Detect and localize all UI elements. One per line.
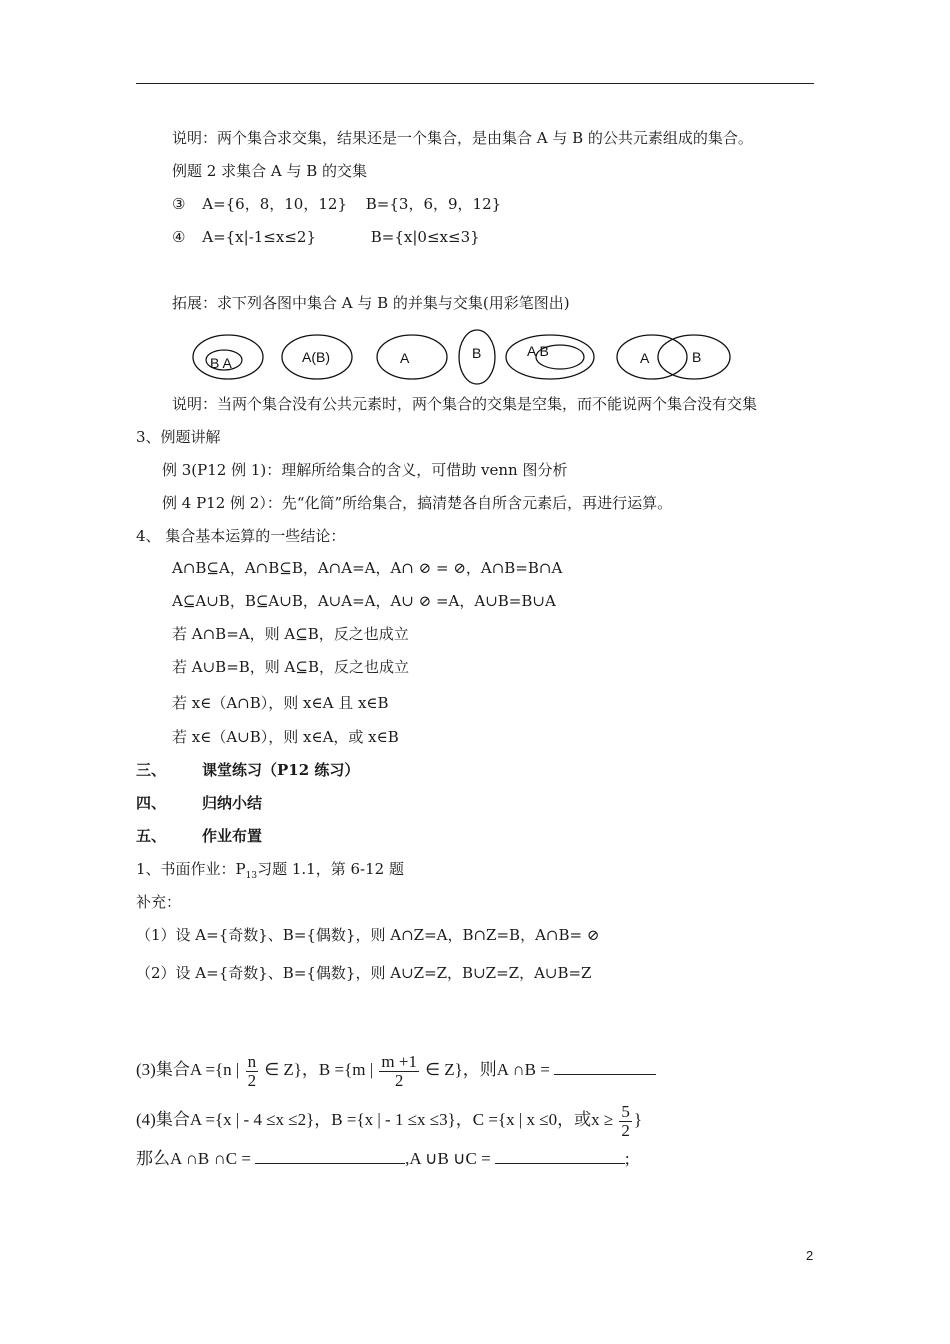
- conclusion-5: 若 x∈（A∩B），则 x∈A 且 x∈B: [172, 694, 389, 712]
- homework-text: 1、书面作业：P: [136, 860, 246, 878]
- problem-text: ∈ Z}，则A ∩B =: [425, 1060, 550, 1079]
- set-b: B={x|0≤x≤3}: [370, 228, 480, 246]
- numerator: m +1: [381, 1051, 417, 1071]
- section-number: 四、: [136, 794, 167, 812]
- problem-text: }: [633, 1110, 643, 1129]
- section-title: 归纳小结: [202, 794, 263, 812]
- venn-label-a: A: [400, 350, 410, 366]
- venn-diagram-4: [506, 335, 594, 379]
- supplement-2: （2）设 A={奇数}、B={偶数}，则 A∪Z=Z，B∪Z=Z，A∪B=Z: [136, 964, 592, 982]
- homework-text: 习题 1.1，第 6-12 题: [257, 860, 404, 878]
- explanation-intersection: 说明：两个集合求交集，结果还是一个集合，是由集合 A 与 B 的公共元素组成的集合。: [172, 129, 753, 147]
- section-title: 课堂练习（P12 练习）: [202, 761, 360, 779]
- denominator: 2: [247, 1070, 257, 1090]
- fraction: [379, 1053, 419, 1090]
- conclusion-2: A⊆A∪B，B⊆A∪B，A∪A=A，A∪ ⊘ =A，A∪B=B∪A: [172, 592, 556, 610]
- explanation-empty-intersection: 说明：当两个集合没有公共元素时，两个集合的交集是空集，而不能说两个集合没有交集: [172, 395, 758, 413]
- example-2-item-4: [172, 227, 480, 247]
- venn-diagram-3: [377, 330, 495, 384]
- venn-label: B A: [210, 355, 232, 371]
- section-five-heading: [136, 826, 262, 846]
- example-3: 例 3(P12 例 1)：理解所给集合的含义，可借助 venn 图分析: [162, 461, 568, 479]
- problem-text: ∈ Z}，B ={m |: [264, 1060, 374, 1079]
- conclusion-1: A∩B⊆A，A∩B⊆B，A∩A=A，A∩ ⊘ = ⊘，A∩B=B∩A: [172, 559, 563, 577]
- supplement-label: 补充：: [136, 893, 182, 911]
- numerator: 5: [621, 1101, 630, 1121]
- example-2-title: 例题 2 求集合 A 与 B 的交集: [172, 162, 368, 180]
- answer-blank: [554, 1060, 656, 1075]
- item-marker: ③: [172, 195, 186, 213]
- answer-blank: [495, 1149, 625, 1164]
- denominator: 2: [621, 1120, 630, 1140]
- example-2-item-3: [172, 194, 501, 214]
- problem-3: [136, 1050, 656, 1090]
- section-3-heading: 3、例题讲解: [136, 428, 221, 446]
- denominator: 2: [394, 1070, 404, 1090]
- fraction: [619, 1103, 632, 1140]
- conclusion-3: 若 A∩B=A，则 A⊆B，反之也成立: [172, 625, 409, 643]
- venn-diagram-5: [617, 335, 730, 379]
- section-title: 作业布置: [202, 827, 263, 845]
- section-number: 三、: [136, 761, 167, 779]
- problem-text: (4)集合A ={x | - 4 ≤x ≤2}，B ={x | - 1 ≤x ≤3}，C ={x | x ≤0，或x ≥: [136, 1110, 614, 1129]
- venn-diagram-2: [282, 335, 352, 379]
- venn-diagram-1: [193, 335, 263, 379]
- venn-label-b: B: [692, 349, 702, 365]
- header-rule: [136, 83, 814, 84]
- venn-label: A(B): [302, 349, 330, 365]
- fraction: [246, 1053, 259, 1090]
- section-four-heading: [136, 793, 262, 813]
- problem-text: (3)集合A ={n |: [136, 1060, 240, 1079]
- problem-text: 那么A ∩B ∩C =: [136, 1149, 251, 1168]
- venn-label-a: A: [640, 350, 650, 366]
- set-b: B={3，6，9，12}: [365, 195, 502, 213]
- section-number: 五、: [136, 827, 167, 845]
- venn-label-b: B: [472, 345, 482, 361]
- numerator: n: [247, 1051, 257, 1071]
- conclusion-6: 若 x∈（A∪B），则 x∈A，或 x∈B: [172, 728, 399, 746]
- page-ref-subscript: 13: [245, 871, 258, 881]
- venn-label: A B: [527, 343, 549, 359]
- item-marker: ④: [172, 228, 186, 246]
- section-4-heading: 4、 集合基本运算的一些结论：: [136, 527, 346, 545]
- set-a: A={x|-1≤x≤2}: [202, 228, 316, 246]
- answer-blank: [255, 1149, 405, 1164]
- venn-diagrams: [186, 326, 746, 388]
- extension-task: 拓展：求下列各图中集合 A 与 B 的并集与交集(用彩笔图出): [172, 294, 570, 312]
- problem-text: ;: [624, 1149, 630, 1168]
- problem-4: [136, 1100, 642, 1140]
- set-a: A={6，8，10，12}: [202, 195, 347, 213]
- conclusion-4: 若 A∪B=B，则 A⊆B，反之也成立: [172, 658, 409, 676]
- problem-4-answers: [136, 1147, 630, 1171]
- supplement-1: （1）设 A={奇数}、B={偶数}，则 A∩Z=A，B∩Z=B，A∩B= ⊘: [136, 926, 600, 944]
- section-three-heading: [136, 760, 359, 780]
- example-4: 例 4 P12 例 2）：先“化简”所给集合，搞清楚各自所含元素后，再进行运算。: [162, 494, 673, 512]
- page-number: 2: [806, 1248, 814, 1263]
- problem-text: ,A ∪B ∪C =: [405, 1149, 491, 1168]
- homework-1: [136, 859, 404, 886]
